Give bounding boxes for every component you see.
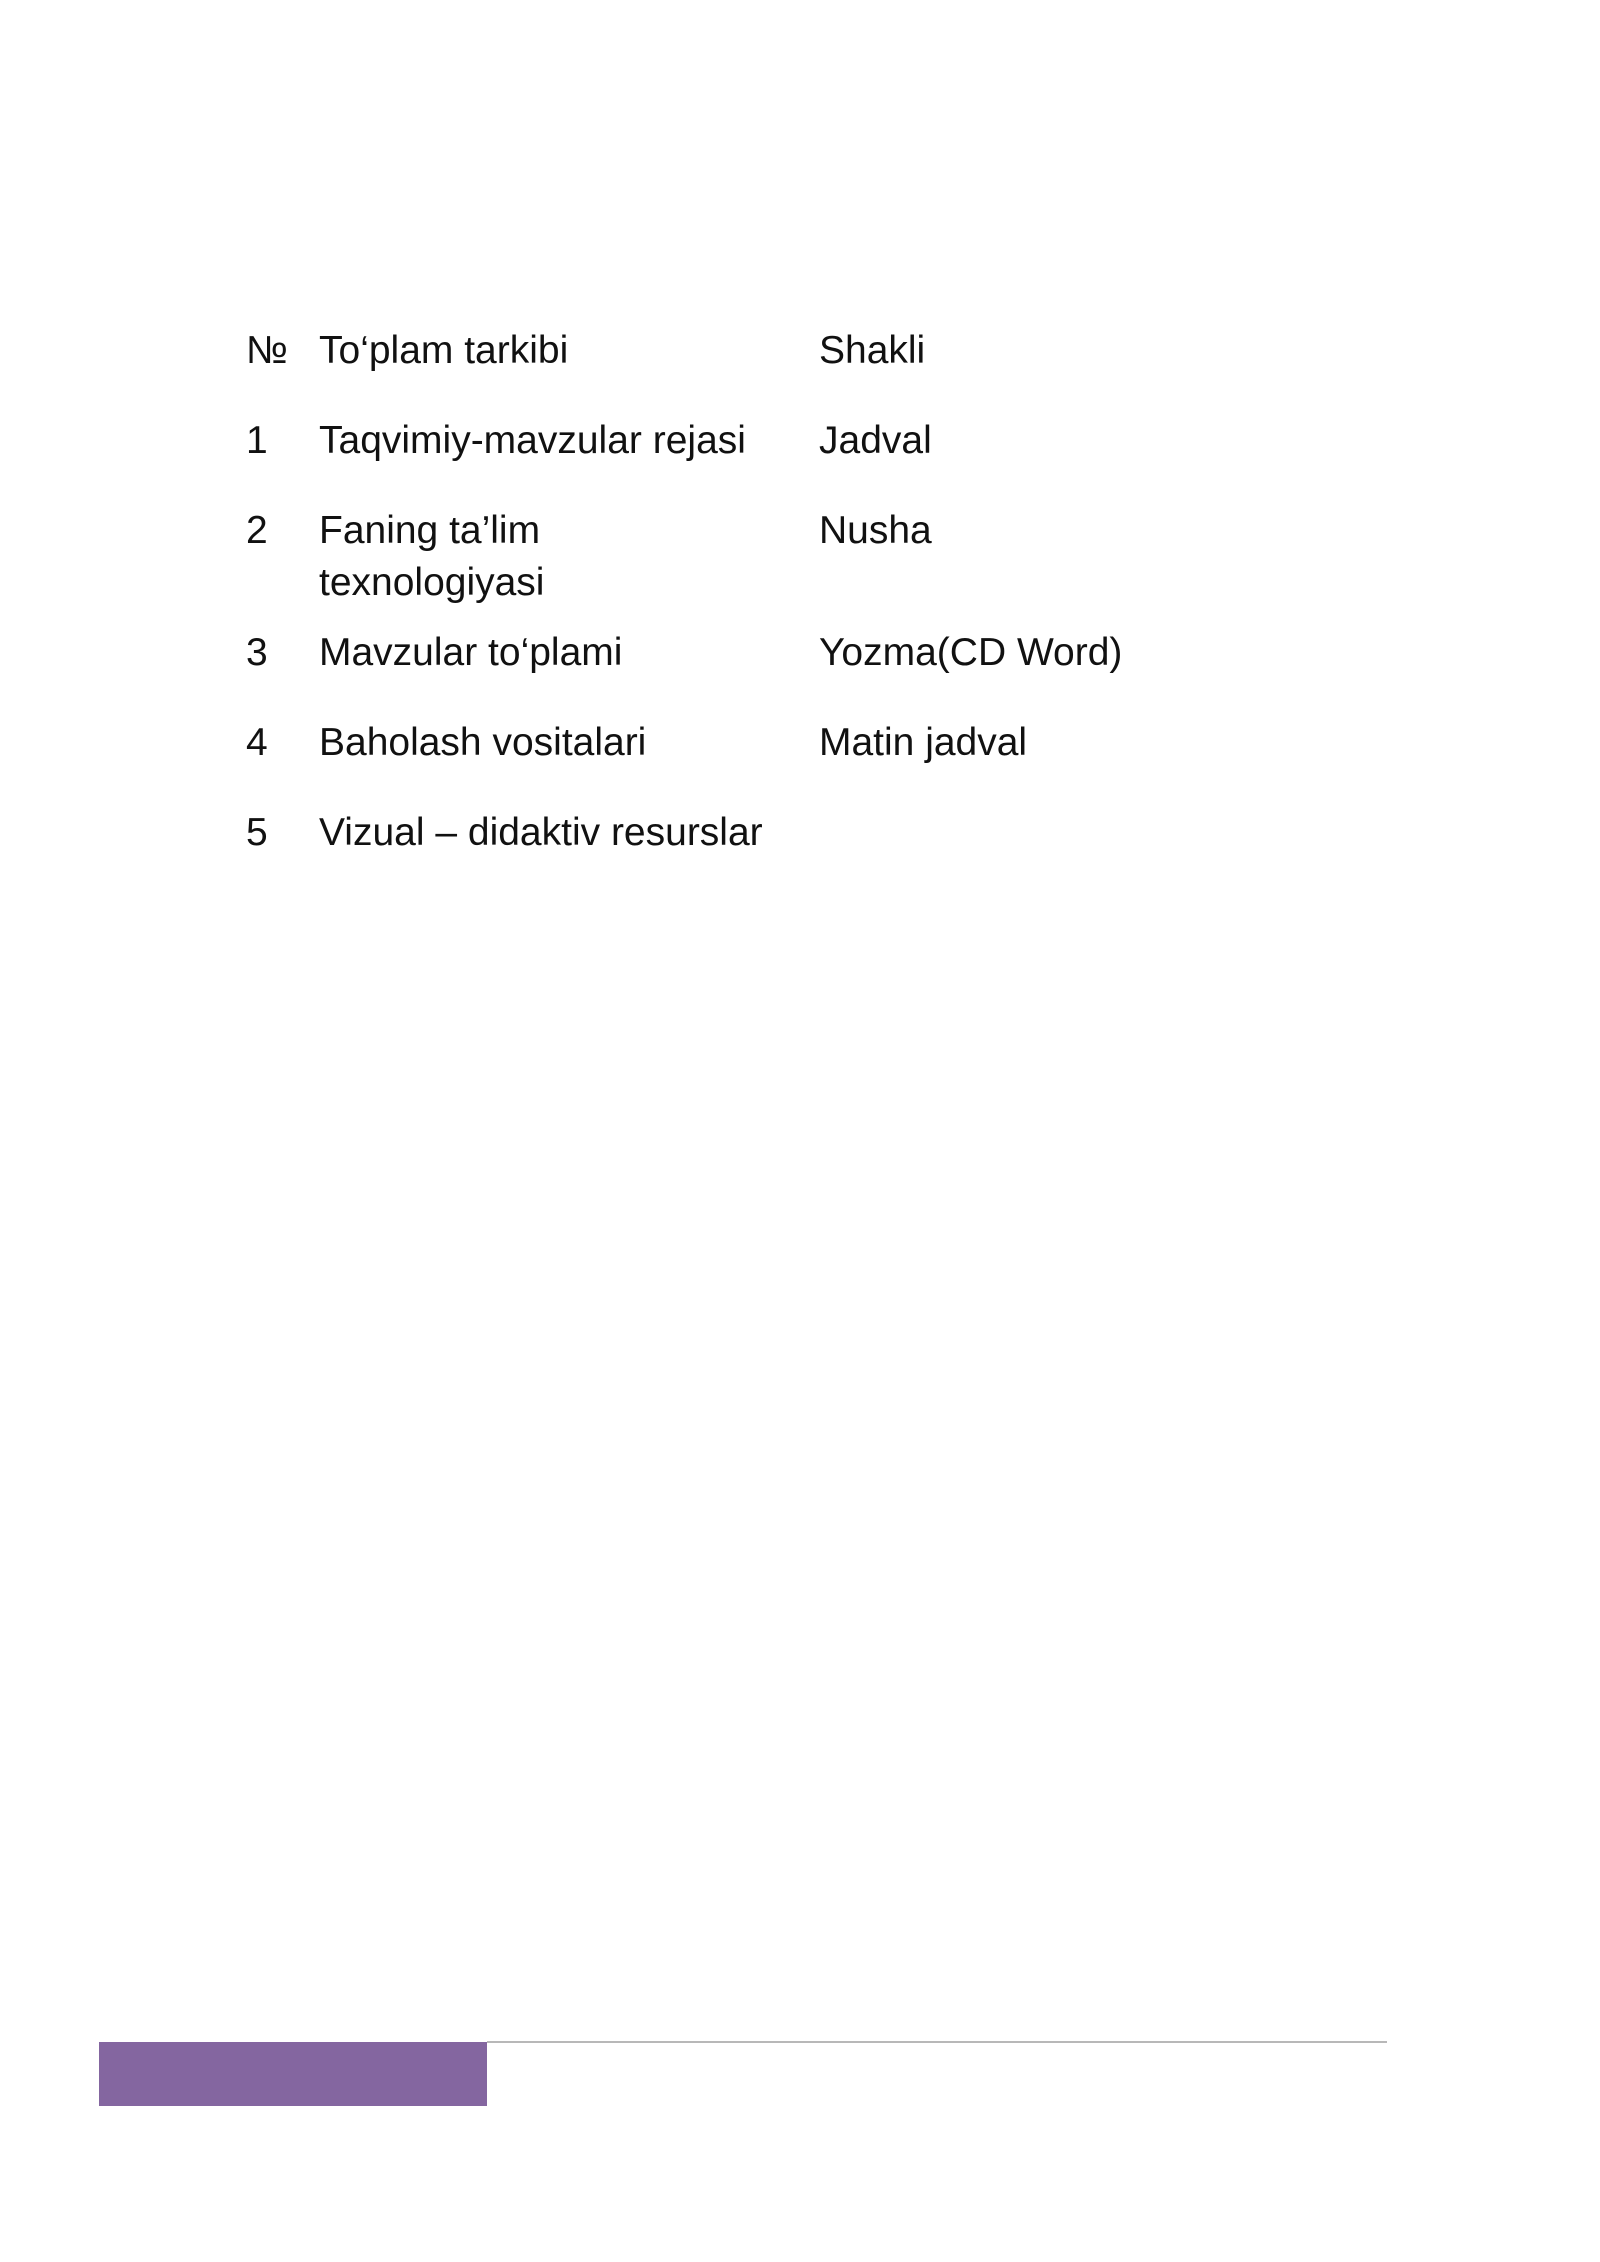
- row-number: 2: [246, 509, 268, 552]
- table-row: [246, 807, 1246, 897]
- row-form: Nusha: [819, 509, 932, 552]
- header-number: №: [246, 329, 288, 372]
- row-form: Jadval: [819, 419, 932, 462]
- header-form: Shakli: [819, 329, 926, 372]
- row-form: Matin jadval: [819, 721, 1028, 764]
- row-content: Mavzular to‘plami: [319, 631, 623, 674]
- row-number: 3: [246, 631, 268, 674]
- table-row: [246, 415, 1246, 505]
- row-content: Taqvimiy-mavzular rejasi: [319, 419, 746, 462]
- footer-rule: [487, 2041, 1387, 2043]
- row-form: Yozma(CD Word): [819, 631, 1123, 674]
- contents-table: [246, 325, 1246, 897]
- row-content: Baholash vositalari: [319, 721, 647, 764]
- table-row: [246, 505, 1246, 627]
- table-row: [246, 717, 1246, 807]
- header-content: To‘plam tarkibi: [319, 329, 569, 372]
- row-number: 1: [246, 419, 268, 462]
- table-header-row: [246, 325, 1246, 415]
- row-number: 5: [246, 811, 268, 854]
- row-number: 4: [246, 721, 268, 764]
- table-row: [246, 627, 1246, 717]
- footer-accent-bar: [99, 2042, 487, 2106]
- row-content: Faning ta’lim texnologiyasi: [319, 509, 545, 604]
- row-content: Vizual – didaktiv resurslar: [319, 811, 763, 854]
